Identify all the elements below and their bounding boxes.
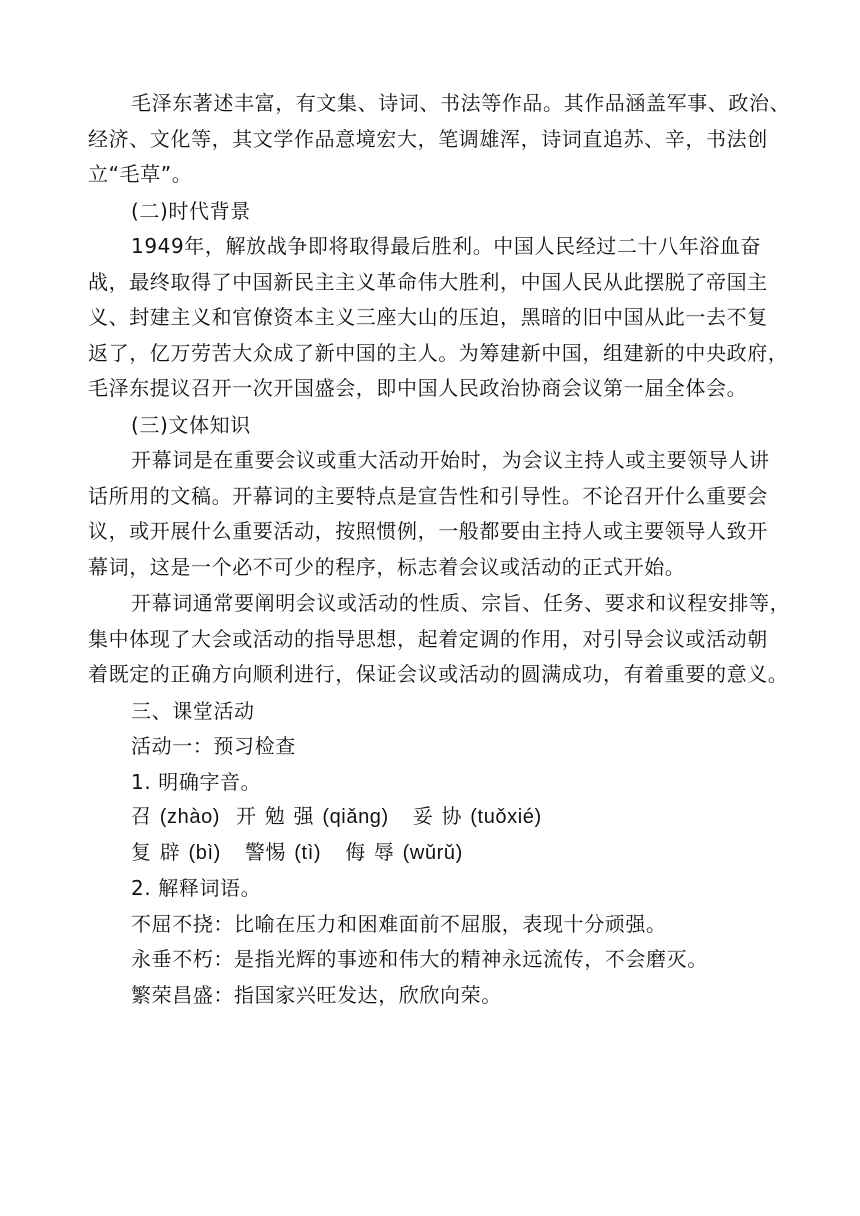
pinyin-row-2 [88,836,788,872]
section-heading-genre: (三)文体知识 [131,412,251,437]
definition-line: 永垂不朽：是指光辉的事迹和伟大的精神永远流传，不会磨灭。 [131,947,708,971]
genre-paragraph-2 [88,586,791,693]
text-line: 毛泽东提议召开一次开国盛会，即中国人民政治协商会议第一届全体会。 [88,376,748,400]
background-paragraph [88,229,788,407]
item-pronunciation: 1. 明确字音。 [131,769,262,794]
section-heading-background: (二)时代背景 [131,198,251,223]
pinyin-entry: 开 勉 强 (qiǎng) [236,806,389,828]
section-heading-activity: 三、课堂活动 [131,698,255,723]
text-line: 战，最终取得了中国新民主主义革命伟大胜利，中国人民从此摆脱了帝国主 [88,269,768,294]
pinyin-entry: 复 辟 (bì) [131,841,221,864]
text-line: 1949年，解放战争即将取得最后胜利。中国人民经过二十八年浴血奋 [131,234,762,258]
pinyin-row-1 [88,800,788,836]
item-explain-words: 2. 解释词语。 [131,876,262,900]
pinyin-entry: 召 (zhào) [131,806,221,828]
definition-line: 繁荣昌盛：指国家兴旺发达，欣欣向荣。 [131,982,502,1007]
text-line: 开幕词通常要阐明会议或活动的性质、宗旨、任务、要求和议程安排等， [131,591,791,615]
document-page [88,86,791,1013]
text-line: 着既定的正确方向顺利进行，保证会议或活动的圆满成功，有着重要的意义。 [88,662,789,686]
text-line: 幕词，这是一个必不可少的程序，标志着会议或活动的正式开始。 [88,554,686,579]
text-line: 议，或开展什么重要活动，按照惯例，一般都要由主持人或主要领导人致开 [88,519,768,543]
text-line: 话所用的文稿。开幕词的主要特点是宣告性和引导性。不论召开什么重要会 [88,483,768,508]
definition-line: 不屈不挠：比喻在压力和困难面前不屈服，表现十分顽强。 [131,911,667,936]
text-line: 返了，亿万劳苦大众成了新中国的主人。为筹建新中国，组建新的中央政府， [88,340,789,365]
text-line: 开幕词是在重要会议或重大活动开始时，为会议主持人或主要领导人讲 [131,448,770,472]
genre-paragraph-1 [88,443,788,585]
text-line: 立“毛草”。 [88,162,193,186]
pinyin-entry: 妥 协 (tuǒxié) [412,806,542,828]
activity-one-title: 活动一：预习检查 [131,734,296,758]
pinyin-entry: 警惕 (tì) [244,841,322,864]
text-line: 义、封建主义和官僚资本主义三座大山的压迫，黑暗的旧中国从此一去不复 [88,305,768,329]
text-line: 集中体现了大会或活动的指导思想，起着定调的作用，对引导会议或活动朝 [88,626,768,651]
text-line: 经济、文化等，其文学作品意境宏大，笔调雄浑，诗词直追苏、辛，书法创 [88,126,768,151]
pinyin-entry: 侮 辱 (wǔrǔ) [345,841,463,864]
intro-paragraph [88,86,791,193]
text-line: 毛泽东著述丰富，有文集、诗词、书法等作品。其作品涵盖军事、政治、 [131,91,791,115]
